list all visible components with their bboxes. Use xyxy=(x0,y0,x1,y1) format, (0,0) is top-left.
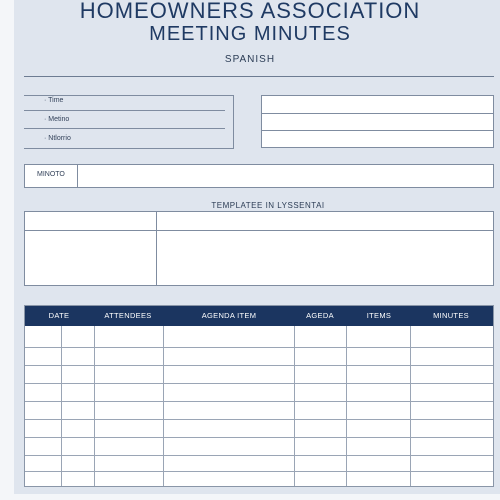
table-header xyxy=(25,306,493,326)
column-divider xyxy=(61,326,62,486)
row-divider xyxy=(25,347,493,348)
row-divider xyxy=(25,365,493,366)
page-edge xyxy=(0,0,14,500)
document-title-line-2: MEETING MINUTES xyxy=(149,23,351,45)
column-divider xyxy=(294,326,295,486)
row-divider xyxy=(25,401,493,402)
header-divider xyxy=(24,76,494,77)
minuto-field[interactable] xyxy=(24,164,494,188)
column-header-agenda-item: AGENDA ITEM xyxy=(201,311,257,320)
column-header-minutes: MINUTES xyxy=(433,311,469,320)
section-heading: TEMPLATEE IN LYSSENTAI xyxy=(211,201,325,210)
minuto-label: MINOTO xyxy=(37,171,65,178)
meta-divider xyxy=(24,128,225,129)
template-box xyxy=(24,211,494,286)
meta-label-time: · Time xyxy=(44,97,64,104)
template-divider xyxy=(156,212,157,285)
column-divider xyxy=(410,326,411,486)
meta-divider xyxy=(24,110,225,111)
column-divider xyxy=(94,326,95,486)
row-divider xyxy=(25,471,493,472)
row-divider xyxy=(25,419,493,420)
column-header-date: DATE xyxy=(48,311,70,320)
minutes-table xyxy=(24,305,494,487)
meta-label-meeting: · Metino xyxy=(44,116,70,123)
field-divider xyxy=(262,113,493,114)
meta-fields-box xyxy=(261,95,494,148)
column-header-ageda: AGEDA xyxy=(306,311,334,320)
column-header-attendees: ATTENDEES xyxy=(104,311,152,320)
template-divider xyxy=(25,230,493,231)
row-divider xyxy=(25,455,493,456)
field-divider xyxy=(77,165,78,187)
column-divider xyxy=(163,326,164,486)
row-divider xyxy=(25,437,493,438)
column-header-items: ITEMS xyxy=(366,311,392,320)
document-subtitle: SPANISH xyxy=(224,54,276,65)
column-divider xyxy=(346,326,347,486)
page-edge xyxy=(0,494,500,500)
field-divider xyxy=(262,130,493,131)
document-title: HOMEOWNERS ASSOCIATION xyxy=(79,0,421,23)
row-divider xyxy=(25,383,493,384)
meta-label-location: · Ntlorrio xyxy=(44,135,71,142)
